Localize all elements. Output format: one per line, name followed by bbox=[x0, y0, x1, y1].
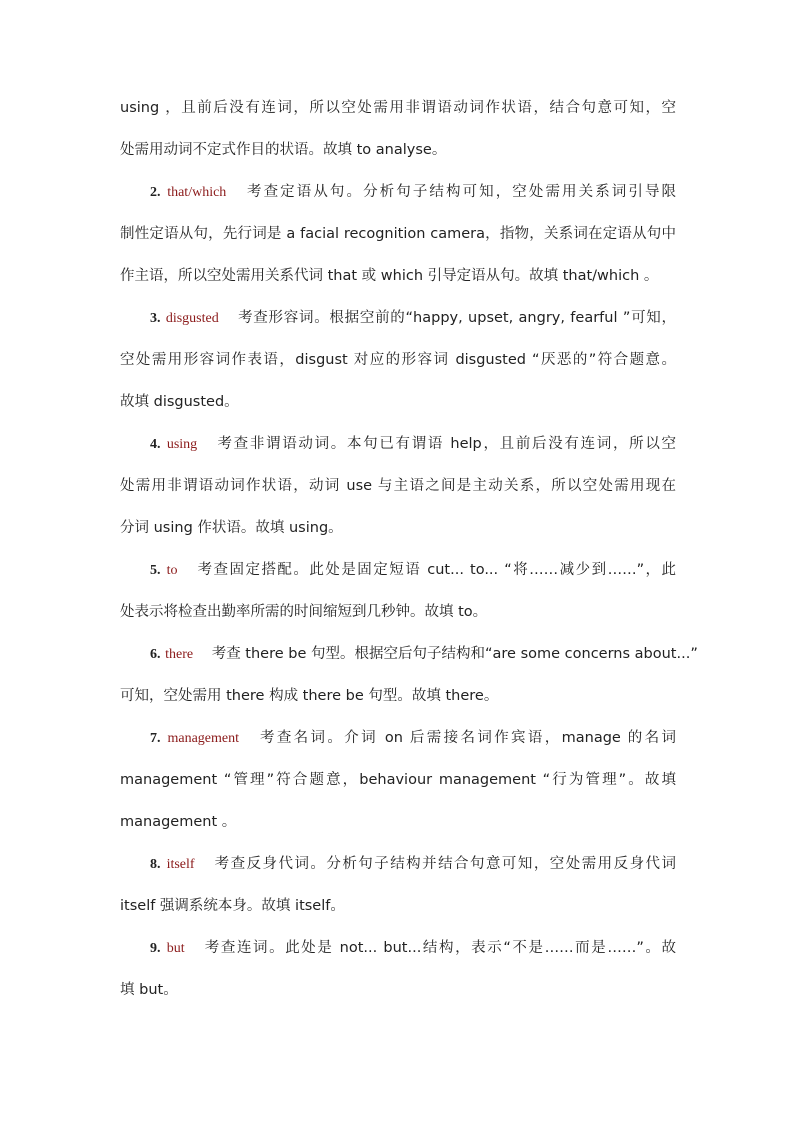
item-7-line-2: management “管理”符合题意，behaviour management “行为管理”。故填 bbox=[120, 772, 676, 788]
item-7-line-1 bbox=[150, 728, 676, 749]
intro-line-2: 处需用动词不定式作目的状语。故填 to analyse。 bbox=[120, 142, 447, 158]
item-number: 7. bbox=[150, 731, 161, 746]
item-number: 8. bbox=[150, 857, 161, 872]
item-6-line-1 bbox=[150, 644, 698, 665]
answer-text: that/which bbox=[167, 185, 227, 200]
item-8-line-2: itself 强调系统本身。故填 itself。 bbox=[120, 898, 345, 914]
item-number: 5. bbox=[150, 563, 161, 578]
item-9-line-1 bbox=[150, 938, 676, 959]
item-2-line-2: 制性定语从句，先行词是 a facial recognition camera，指物，关系词在定语从句中 bbox=[120, 226, 676, 242]
item-3-line-1 bbox=[150, 308, 676, 329]
explanation-text: 考查 there be 句型。根据空后句子结构和“are some concerns about...” bbox=[211, 646, 698, 662]
item-2-line-3: 作主语，所以空处需用关系代词 that 或 which 引导定语从句。故填 that/which 。 bbox=[120, 268, 659, 284]
item-5-line-2: 处表示将检查出勤率所需的时间缩短到几秒钟。故填 to。 bbox=[120, 604, 488, 620]
item-number: 6. bbox=[150, 647, 161, 662]
explanation-text: 考查形容词。根据空前的“happy, upset, angry, fearful ”可知， bbox=[238, 310, 677, 326]
answer-text: using bbox=[166, 437, 198, 452]
item-number: 4. bbox=[150, 437, 161, 452]
explanation-text: 考查非谓语动词。本句已有谓语 help，且前后没有连词，所以空 bbox=[217, 436, 677, 452]
item-8-line-1 bbox=[150, 854, 676, 875]
answer-text: to bbox=[166, 563, 178, 578]
item-7-line-3: management 。 bbox=[120, 814, 237, 830]
item-3-line-2: 空处需用形容词作表语，disgust 对应的形容词 disgusted “厌恶的”符合题意。 bbox=[120, 352, 676, 368]
answer-text: but bbox=[166, 941, 185, 956]
explanation-text: 考查连词。此处是 not... but...结构，表示“不是……而是……”。故 bbox=[204, 940, 677, 956]
explanation-text: 考查固定搭配。此处是固定短语 cut... to... “将……减少到……”，此 bbox=[197, 562, 677, 578]
item-4-line-2: 处需用非谓语动词作状语，动词 use 与主语之间是主动关系，所以空处需用现在 bbox=[120, 478, 676, 494]
item-3-line-3: 故填 disgusted。 bbox=[120, 394, 239, 410]
answer-text: itself bbox=[166, 857, 195, 872]
item-number: 3. bbox=[150, 311, 161, 326]
answer-text: there bbox=[165, 647, 194, 662]
intro-line-1: using ，且前后没有连词，所以空处需用非谓语动词作状语，结合句意可知，空 bbox=[120, 100, 676, 116]
item-4-line-1 bbox=[150, 434, 676, 455]
item-5-line-1 bbox=[150, 560, 676, 581]
answer-text: management bbox=[167, 731, 239, 746]
item-4-line-3: 分词 using 作状语。故填 using。 bbox=[120, 520, 343, 536]
item-6-line-2: 可知，空处需用 there 构成 there be 句型。故填 there。 bbox=[120, 688, 499, 704]
item-9-line-2: 填 but。 bbox=[120, 982, 178, 998]
item-2-line-1 bbox=[150, 182, 676, 203]
answer-text: disgusted bbox=[165, 311, 219, 326]
explanation-text: 考查反身代词。分析句子结构并结合句意可知，空处需用反身代词 bbox=[214, 856, 677, 872]
item-number: 2. bbox=[150, 185, 161, 200]
explanation-text: 考查定语从句。分析句子结构可知，空处需用关系词引导限 bbox=[247, 184, 677, 200]
item-number: 9. bbox=[150, 941, 161, 956]
explanation-text: 考查名词。介词 on 后需接名词作宾语，manage 的名词 bbox=[259, 730, 676, 746]
